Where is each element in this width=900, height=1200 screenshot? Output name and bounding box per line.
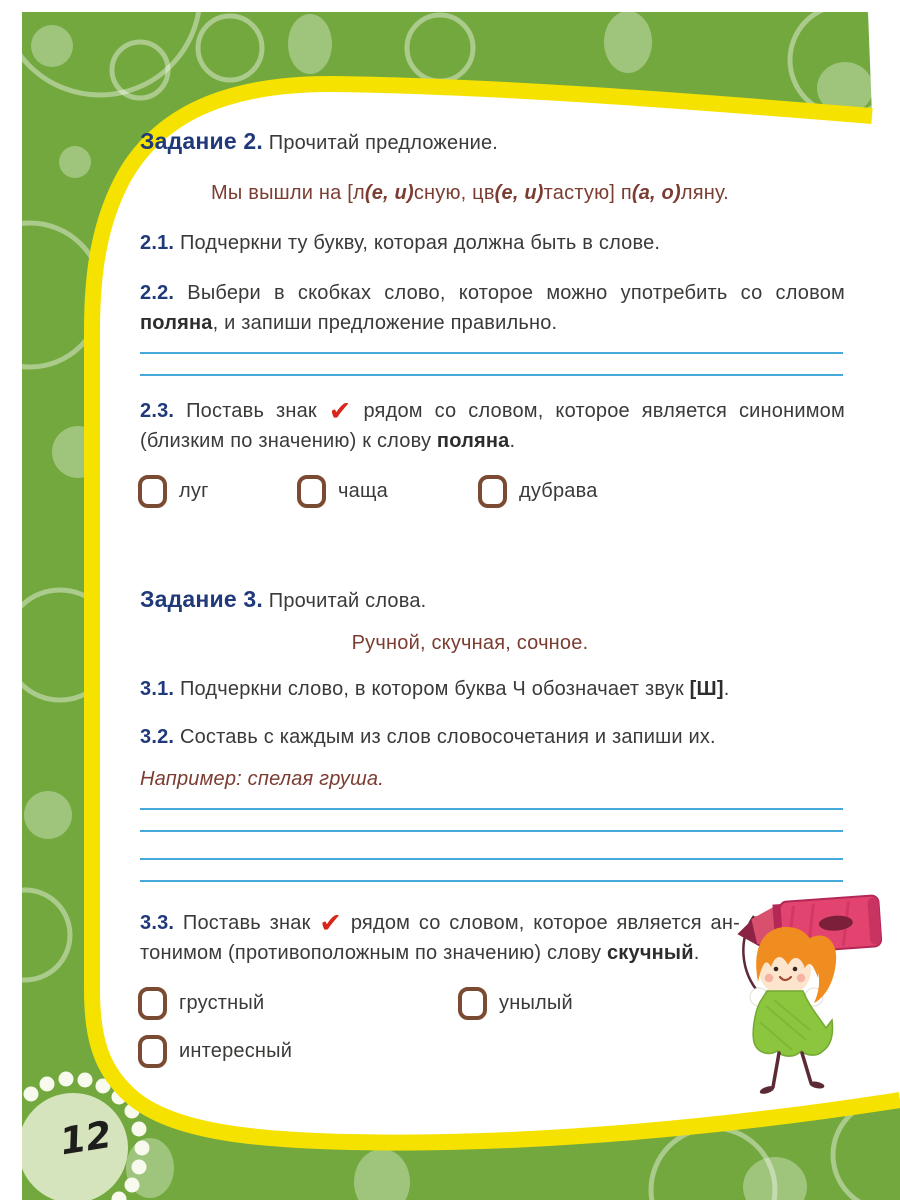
task3-heading [140, 584, 845, 616]
page-number: 12 [57, 1112, 115, 1164]
option-checkbox[interactable] [138, 1035, 167, 1068]
girl-legs [773, 1053, 811, 1087]
question-3-2: 3.2. Составь с каждым из слов словосочетания и запиши их. [140, 726, 716, 748]
option-label: чаща [338, 479, 388, 502]
task3-heading-number: Задание 3. [140, 586, 263, 612]
question-2-2: 2.2. Выбери в скобках слово, которое можно употребить со словом поляна, и запиши предложение правильно. [140, 282, 845, 334]
girl-illustration [735, 895, 881, 1095]
answer-option-interesny [138, 1033, 292, 1069]
task3-heading-text: Прочитай слова. [268, 590, 427, 612]
option-label: луг [179, 479, 209, 502]
task2-heading-text: Прочитай предложение. [268, 132, 499, 154]
answer-option-grustny [138, 985, 264, 1021]
option-checkbox[interactable] [138, 475, 167, 508]
task2-heading-number: Задание 2. [140, 128, 263, 154]
writing-line[interactable] [140, 880, 843, 882]
option-checkbox[interactable] [478, 475, 507, 508]
writing-line[interactable] [140, 858, 843, 860]
answer-option-lug [138, 473, 209, 509]
answer-option-dubrava [478, 473, 598, 509]
task3-words: Ручной, скучная, сочное. [351, 632, 589, 654]
question-2-3: 2.3. Поставь знак ✔ рядом со словом, которое является синонимом (близким по значению) к слову поляна. [140, 396, 845, 452]
option-label: дубрава [519, 479, 598, 502]
answer-option-unyly [458, 985, 573, 1021]
example-line: Например: спелая груша. [140, 768, 384, 790]
question-2-1: 2.1. Подчеркни ту букву, которая должна быть в слове. [140, 232, 661, 254]
option-label: интересный [179, 1039, 293, 1062]
option-checkbox[interactable] [138, 987, 167, 1020]
option-checkbox[interactable] [297, 475, 326, 508]
writing-line[interactable] [140, 374, 843, 376]
option-label: грустный [179, 991, 265, 1014]
check-icon: ✔ [319, 908, 343, 938]
option-label: унылый [499, 991, 573, 1014]
writing-line[interactable] [140, 352, 843, 354]
writing-line[interactable] [140, 830, 843, 832]
worksheet-page: Задание 2. Прочитай предложение. Мы вышли на [л(е, и)сную, цв(е, и)тастую] п(а, о)ляну. 2.1. Подчеркни ту букву, которая должна быть в слове. 2.2. Выбери в скобках слово, которое можно употребить со словом поляна, и запиши предложение правильно. 2.3. Поставь знак ✔ рядом со словом, которое является синонимом (близким по значению) к слову поляна. луг чаща дубрава Задание 3. Прочитай слова. Ручной, скучная, сочное. 3.1. Подчеркни слово, в котором буква Ч обозначает звук [Ш]. 3.2. Составь с каждым из слов словосочетания и запиши их. Например: спелая груша. 3.3. Поставь знак ✔ рядом со словом, которое является ан- тонимом (противоположным по значению) слову скучный. грустный унылый интересный 12 [0, 0, 900, 1200]
answer-option-chashcha [297, 473, 388, 509]
writing-line[interactable] [140, 808, 843, 810]
question-3-1: 3.1. Подчеркни слово, в котором буква Ч обозначает звук [Ш]. [140, 678, 730, 700]
check-icon: ✔ [328, 396, 352, 426]
option-checkbox[interactable] [458, 987, 487, 1020]
task2-sentence: Мы вышли на [л(е, и)сную, цв(е, и)тастую] п(а, о)ляну. [211, 182, 729, 204]
task2-heading [140, 126, 845, 158]
